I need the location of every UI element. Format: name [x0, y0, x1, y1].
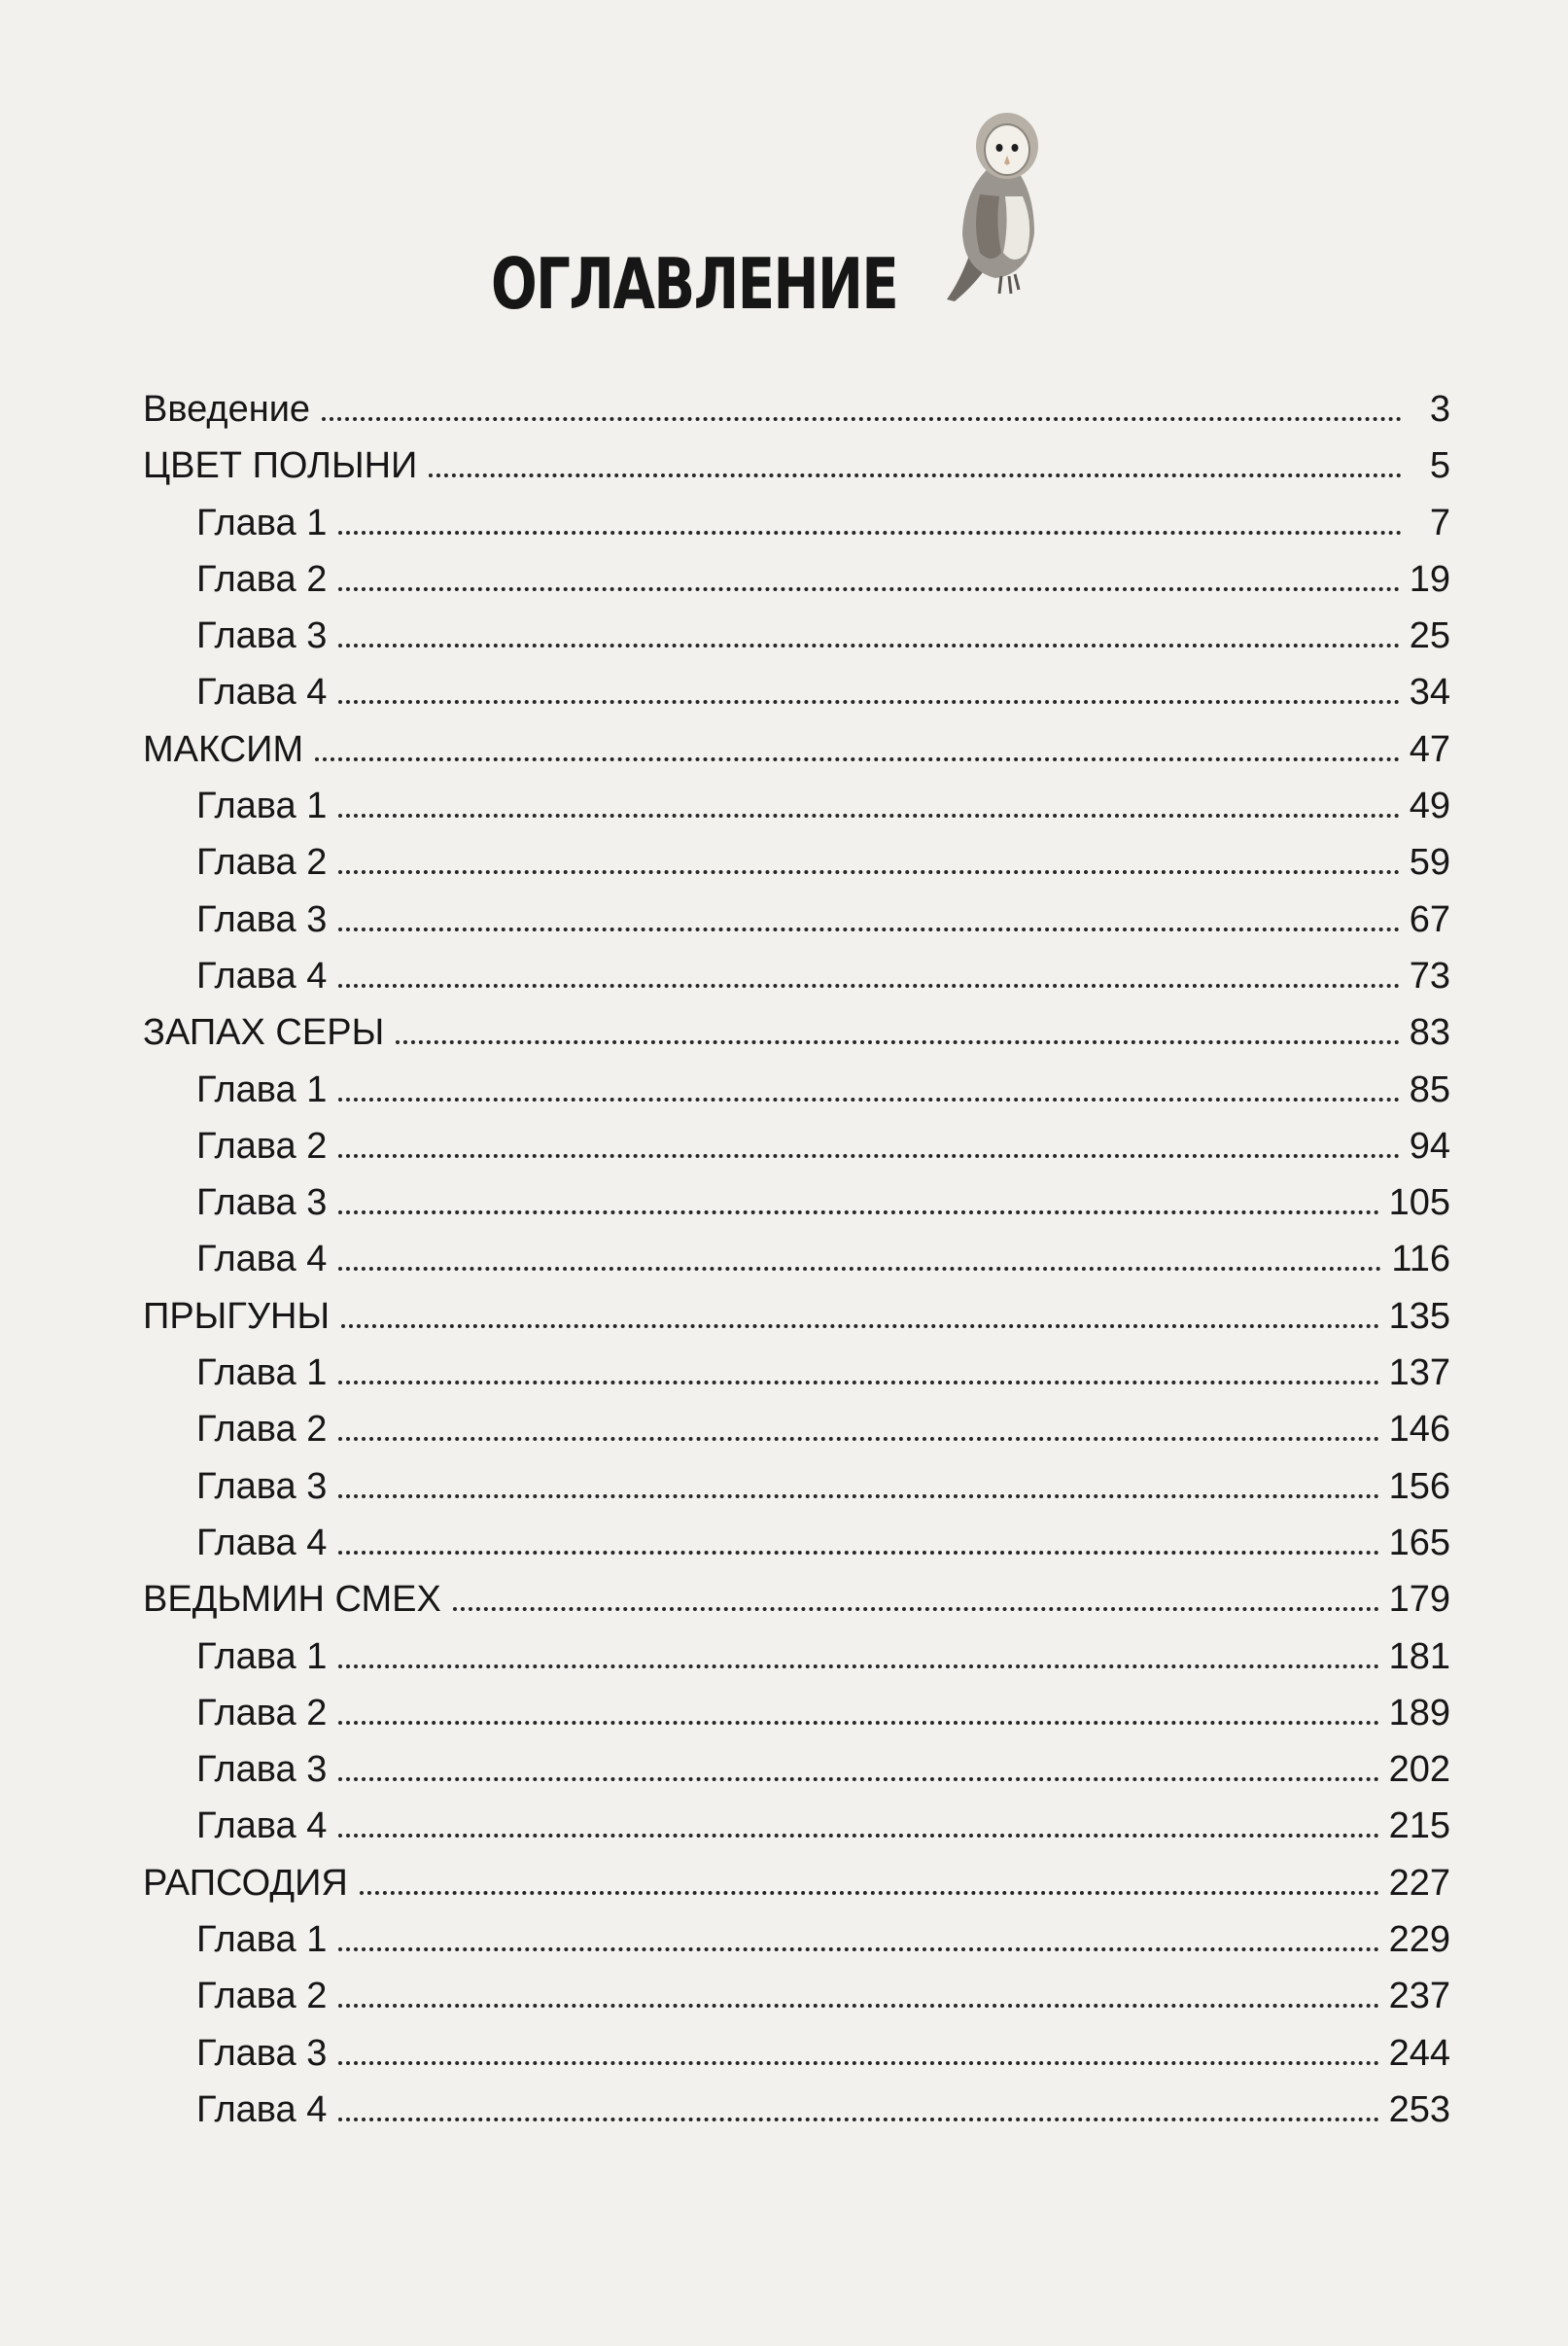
- toc-entry-page-number: 215: [1388, 1805, 1450, 1847]
- dot-leader: [338, 1721, 1378, 1725]
- toc-chapter-entry: [143, 1118, 1450, 1174]
- toc-entry-page-number: 189: [1388, 1692, 1450, 1733]
- toc-chapter-entry: [143, 1685, 1450, 1741]
- toc-entry-label: Глава 2: [196, 1409, 328, 1451]
- toc-section-entry: [143, 1004, 1450, 1061]
- toc-section-entry: [143, 721, 1450, 778]
- dot-leader: [338, 1777, 1378, 1781]
- toc-entry-page-number: 67: [1409, 898, 1450, 940]
- toc-entry-label: Глава 3: [196, 898, 328, 940]
- toc-chapter-entry: [143, 1231, 1450, 1287]
- toc-chapter-entry: [143, 1515, 1450, 1571]
- toc-entry-label: Глава 4: [196, 672, 328, 714]
- toc-entry-label: ВЕДЬМИН СМЕХ: [143, 1579, 441, 1621]
- toc-entry-page-number: 34: [1409, 672, 1450, 714]
- toc-entry-label: РАПСОДИЯ: [143, 1862, 348, 1904]
- toc-chapter-entry: [143, 1174, 1450, 1231]
- toc-entry-page-number: 181: [1388, 1635, 1450, 1677]
- toc-entry-page-number: 47: [1409, 728, 1450, 770]
- toc-chapter-entry: [143, 948, 1450, 1004]
- toc-chapter-entry: [143, 2082, 1450, 2138]
- page-header: [0, 107, 1568, 331]
- toc-chapter-entry: [143, 551, 1450, 608]
- toc-entry-label: Глава 4: [196, 1522, 328, 1563]
- dot-leader: [338, 2118, 1378, 2121]
- toc-entry-label: Глава 3: [196, 1465, 328, 1507]
- toc-chapter-entry: [143, 1628, 1450, 1685]
- toc-entry-label: ЦВЕТ ПОЛЫНИ: [143, 445, 418, 487]
- toc-entry-label: Введение: [143, 389, 311, 430]
- dot-leader: [338, 1210, 1378, 1214]
- owl-icon: [941, 107, 1067, 301]
- toc-entry-label: Глава 4: [196, 1239, 328, 1280]
- dot-leader: [453, 1607, 1379, 1611]
- toc-entry-label: Глава 1: [196, 1352, 328, 1394]
- toc-entry-label: Глава 2: [196, 842, 328, 884]
- dot-leader: [429, 473, 1402, 477]
- toc-entry-page-number: 3: [1429, 389, 1450, 430]
- table-of-contents: [143, 381, 1450, 2138]
- toc-chapter-entry: [143, 1798, 1450, 1854]
- dot-leader: [338, 1834, 1378, 1838]
- dot-leader: [338, 814, 1399, 818]
- toc-entry-page-number: 244: [1388, 2032, 1450, 2074]
- toc-entry-page-number: 49: [1409, 786, 1450, 827]
- toc-entry-label: Глава 3: [196, 2032, 328, 2074]
- dot-leader: [338, 700, 1399, 704]
- toc-entry-label: Глава 2: [196, 1692, 328, 1733]
- toc-entry-page-number: 73: [1409, 955, 1450, 997]
- toc-chapter-entry: [143, 892, 1450, 948]
- toc-entry-label: Глава 2: [196, 1125, 328, 1167]
- dot-leader: [338, 587, 1399, 591]
- dot-leader: [338, 1437, 1378, 1441]
- toc-section-entry: [143, 1571, 1450, 1628]
- toc-entry-page-number: 179: [1388, 1579, 1450, 1621]
- dot-leader: [338, 1947, 1378, 1951]
- toc-section-entry: [143, 381, 1450, 438]
- dot-leader: [315, 757, 1400, 761]
- toc-entry-label: Глава 1: [196, 1635, 328, 1677]
- toc-entry-page-number: 5: [1429, 445, 1450, 487]
- toc-entry-label: Глава 4: [196, 1805, 328, 1847]
- dot-leader: [338, 2004, 1378, 2008]
- toc-entry-label: ЗАПАХ СЕРЫ: [143, 1012, 385, 1054]
- dot-leader: [338, 644, 1399, 648]
- toc-chapter-entry: [143, 1741, 1450, 1798]
- dot-leader: [338, 1098, 1399, 1102]
- toc-chapter-entry: [143, 1968, 1450, 2024]
- toc-chapter-entry: [143, 778, 1450, 834]
- toc-entry-page-number: 105: [1388, 1182, 1450, 1224]
- dot-leader: [338, 1154, 1399, 1158]
- toc-chapter-entry: [143, 495, 1450, 551]
- toc-entry-page-number: 253: [1388, 2088, 1450, 2130]
- toc-chapter-entry: [143, 2025, 1450, 2082]
- dot-leader: [360, 1891, 1379, 1895]
- toc-entry-page-number: 83: [1409, 1012, 1450, 1054]
- toc-entry-page-number: 137: [1388, 1352, 1450, 1394]
- dot-leader: [338, 928, 1399, 931]
- toc-entry-label: Глава 4: [196, 955, 328, 997]
- page-title: ОГЛАВЛЕНИЕ: [491, 243, 898, 325]
- dot-leader: [338, 1551, 1378, 1555]
- dot-leader: [341, 1324, 1378, 1328]
- toc-entry-label: Глава 1: [196, 502, 328, 543]
- toc-entry-page-number: 59: [1409, 842, 1450, 884]
- toc-entry-label: МАКСИМ: [143, 728, 304, 770]
- toc-section-entry: [143, 438, 1450, 494]
- toc-entry-page-number: 94: [1409, 1125, 1450, 1167]
- toc-entry-page-number: 229: [1388, 1919, 1450, 1961]
- toc-entry-label: ПРЫГУНЫ: [143, 1295, 331, 1337]
- dot-leader: [396, 1040, 1400, 1044]
- toc-entry-page-number: 85: [1409, 1068, 1450, 1110]
- toc-entry-page-number: 202: [1388, 1749, 1450, 1791]
- toc-chapter-entry: [143, 1401, 1450, 1457]
- toc-entry-label: Глава 3: [196, 615, 328, 657]
- dot-leader: [338, 2061, 1378, 2065]
- toc-chapter-entry: [143, 1062, 1450, 1118]
- toc-entry-label: Глава 1: [196, 1068, 328, 1110]
- toc-chapter-entry: [143, 1345, 1450, 1401]
- dot-leader: [338, 1381, 1378, 1384]
- toc-entry-label: Глава 1: [196, 786, 328, 827]
- toc-entry-page-number: 19: [1409, 558, 1450, 600]
- toc-entry-page-number: 135: [1388, 1295, 1450, 1337]
- toc-entry-page-number: 116: [1391, 1239, 1450, 1280]
- toc-entry-label: Глава 3: [196, 1749, 328, 1791]
- toc-entry-page-number: 165: [1388, 1522, 1450, 1563]
- dot-leader: [338, 870, 1399, 874]
- dot-leader: [338, 531, 1402, 535]
- dot-leader: [338, 1664, 1378, 1668]
- toc-entry-page-number: 7: [1429, 502, 1450, 543]
- toc-chapter-entry: [143, 608, 1450, 664]
- dot-leader: [338, 1267, 1381, 1271]
- toc-entry-label: Глава 2: [196, 558, 328, 600]
- dot-leader: [338, 1494, 1378, 1498]
- toc-entry-label: Глава 2: [196, 1976, 328, 2017]
- toc-entry-page-number: 25: [1409, 615, 1450, 657]
- toc-entry-page-number: 156: [1388, 1465, 1450, 1507]
- toc-entry-label: Глава 4: [196, 2088, 328, 2130]
- dot-leader: [338, 984, 1399, 988]
- toc-entry-page-number: 227: [1388, 1862, 1450, 1904]
- toc-chapter-entry: [143, 1911, 1450, 1968]
- toc-chapter-entry: [143, 834, 1450, 891]
- toc-entry-label: Глава 3: [196, 1182, 328, 1224]
- toc-chapter-entry: [143, 664, 1450, 720]
- toc-chapter-entry: [143, 1458, 1450, 1515]
- toc-section-entry: [143, 1855, 1450, 1911]
- toc-entry-label: Глава 1: [196, 1919, 328, 1961]
- toc-section-entry: [143, 1288, 1450, 1345]
- dot-leader: [322, 417, 1402, 421]
- toc-entry-page-number: 146: [1388, 1409, 1450, 1451]
- toc-entry-page-number: 237: [1388, 1976, 1450, 2017]
